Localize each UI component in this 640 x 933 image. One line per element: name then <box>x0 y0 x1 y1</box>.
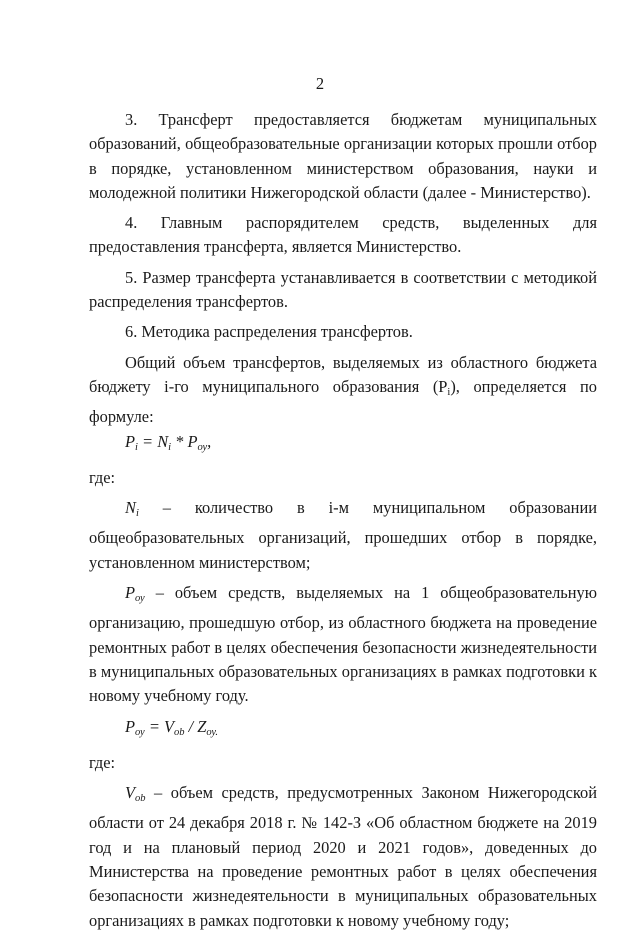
total-volume-text-b: ), определяется по формуле: <box>89 376 597 427</box>
formula-sub: ob <box>174 726 185 738</box>
page-number: 2 <box>315 74 325 93</box>
formula-poy <box>89 715 597 745</box>
definition-sub: оу <box>135 593 145 605</box>
total-volume-text-a: Общий объем трансфертов, выделяемых из областного бюджета бюджету i-го муниципального образования (P <box>89 352 597 396</box>
paragraph-3: 3. Трансферт предоставляется бюджетам муниципальных образований, общеобразовательные организации которых прошли отбор в порядке, установленном министерством образования, науки и молодежной политики Нижегородской области (далее - Министерство). <box>89 110 597 202</box>
formula-var: P <box>187 431 198 451</box>
definition-text: – количество в i-м муниципальном образовании общеобразовательных организаций, прошедших отбор в порядке, установленном министерством; <box>89 498 597 572</box>
formula-var: P <box>125 431 136 451</box>
definition-sub: i <box>135 508 139 520</box>
definition-text: – объем средств, предусмотренных Законом Нижегородской области от 24 декабря 2018 г. № 142-З «Об областном бюджете на 2019 год и на плановый период 2020 и 2021 годов», доведенных до Министерства на проведение ремонтных работ в целях обеспечения безопасности жизнедеятельности в муниципальных образовательных организациях в рамках подготовки к новому учебному году; <box>89 783 597 930</box>
paragraph-5: 5. Размер трансферта устанавливается в соответствии с методикой распределения трансфертов. <box>89 267 597 312</box>
formula-punct: , <box>207 431 212 451</box>
formula-sub: оу <box>197 441 208 453</box>
formula-op: * <box>171 431 188 451</box>
definition-vob <box>89 781 597 933</box>
paragraph-6: 6. Методика распределения трансфертов. <box>125 322 413 342</box>
definition-text: – объем средств, выделяемых на 1 общеобразовательную организацию, прошедшую отбор, из областного бюджета на проведение ремонтных работ в целях обеспечения безопасности жизнедеятельности в муниципальных образовательных организациях в рамках подготовки к новому учебному году. <box>89 583 597 706</box>
formula-sub: оу. <box>206 726 219 738</box>
formula-var: Z <box>197 716 207 736</box>
formula-sub: оу <box>135 726 145 738</box>
where-label-2: где: <box>89 752 116 772</box>
total-volume-sub: i <box>447 386 451 398</box>
formula-sub: i <box>168 441 172 453</box>
formula-sub: i <box>135 441 138 453</box>
formula-var: P <box>125 716 136 736</box>
formula-op: = <box>137 431 158 451</box>
definition-var: P <box>125 583 136 603</box>
where-label-1: где: <box>89 467 116 487</box>
formula-op: = <box>144 716 164 736</box>
formula-var: V <box>163 716 174 736</box>
paragraph-total-volume <box>89 351 597 430</box>
definition-var: V <box>125 783 136 803</box>
paragraph-4: 4. Главным распорядителем средств, выделенных для предоставления трансферта, является Министерство. <box>89 213 597 257</box>
formula-op: / <box>184 716 198 736</box>
definition-sub: ob <box>135 793 146 805</box>
formula-pi <box>89 430 597 460</box>
definition-ni <box>89 496 597 575</box>
definition-var: N <box>125 498 136 518</box>
document-body <box>89 108 597 933</box>
definition-poy <box>89 581 597 708</box>
formula-var: N <box>157 431 169 451</box>
